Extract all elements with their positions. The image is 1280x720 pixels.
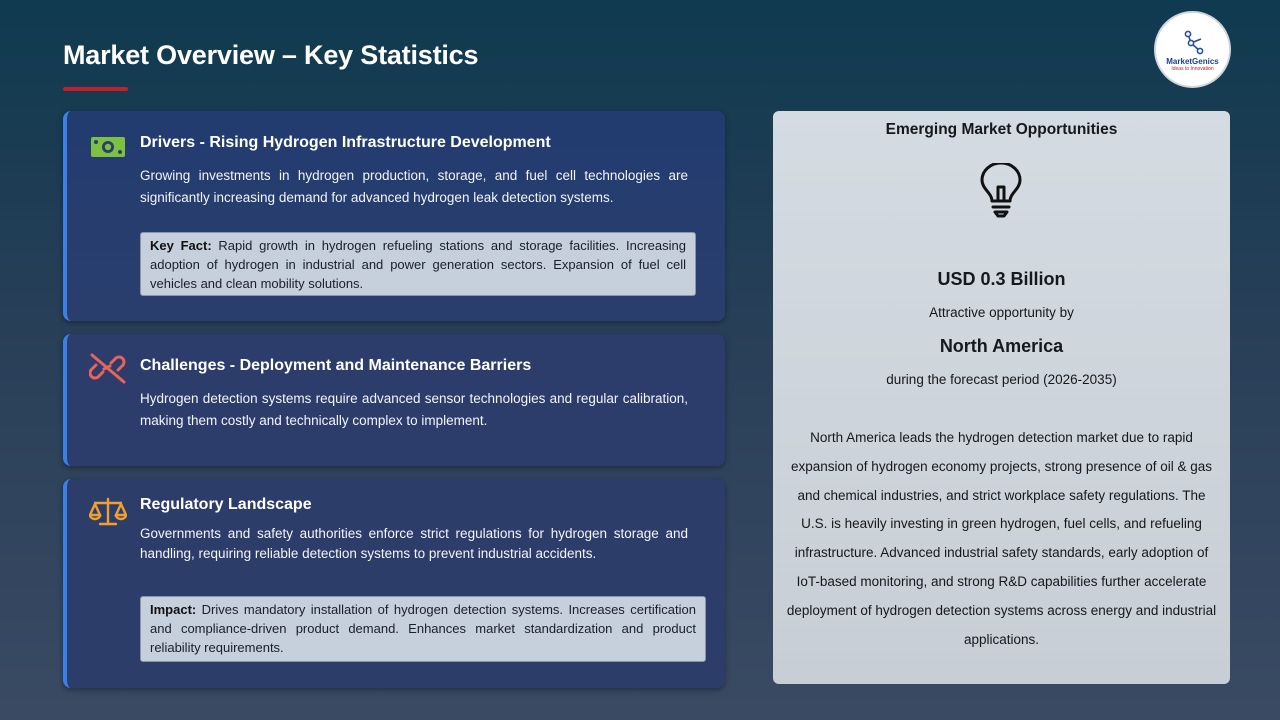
impact-label: Impact:	[150, 602, 197, 617]
key-fact-label: Key Fact:	[150, 238, 212, 253]
logo-name: MarketGenics	[1166, 56, 1219, 66]
page-title: Market Overview – Key Statistics	[63, 40, 479, 70]
logo-tagline: Ideas to Innovation	[1171, 65, 1214, 72]
opportunities-panel	[773, 111, 1230, 684]
challenges-heading: Challenges - Deployment and Maintenance Barriers	[140, 357, 532, 374]
challenges-text: Hydrogen detection systems require advanced sensor technologies and regular calibration, making them costly and technically complex to implement.	[140, 391, 688, 428]
drivers-card	[63, 111, 725, 321]
opportunities-title: Emerging Market Opportunities	[885, 121, 1118, 138]
drivers-heading: Drivers - Rising Hydrogen Infrastructure Development	[140, 134, 551, 151]
money-bill-icon	[89, 131, 127, 163]
impact-box	[140, 596, 706, 662]
key-fact-box	[140, 232, 696, 296]
drivers-text: Growing investments in hydrogen production, storage, and fuel cell technologies are significantly increasing demand for advanced hydrogen leak detection systems.	[140, 168, 688, 205]
regulatory-card	[63, 479, 725, 688]
region-name: North America	[939, 336, 1064, 356]
challenges-card	[63, 334, 725, 466]
opportunity-label: Attractive opportunity by	[929, 305, 1074, 320]
forecast-period: during the forecast period (2026-2035)	[886, 372, 1117, 387]
key-fact-text: Rapid growth in hydrogen refueling stations and storage facilities. Increasing adoption of hydrogen in industrial and power generation sectors. Expansion of fuel cell vehicles and clean mobility solutions.	[150, 238, 686, 291]
network-icon	[1181, 30, 1205, 56]
balance-scale-icon	[89, 496, 127, 528]
region-description: North America leads the hydrogen detection market due to rapid expansion of hydrogen economy projects, strong presence of oil & gas and chemical industries, and strict workplace safety regulations. The U.S. is heavily investing in green hydrogen, fuel cells, and refueling infrastructure. Advanced industrial safety standards, early adoption of IoT-based monitoring, and strong R&D capabilities further accelerate deployment of hydrogen detection systems across energy and industrial applications.	[786, 430, 1217, 647]
title-underline	[63, 87, 128, 91]
market-value: USD 0.3 Billion	[937, 269, 1066, 289]
company-logo	[1154, 11, 1231, 88]
impact-text: Drives mandatory installation of hydrogen detection systems. Increases certification and compliance-driven product demand. Enhances market standardization and product reliability requirements.	[150, 602, 696, 655]
lightbulb-icon	[977, 163, 1025, 219]
regulatory-text: Governments and safety authorities enforce strict regulations for hydrogen storage and handling, requiring reliable detection systems to prevent industrial accidents.	[140, 526, 688, 561]
regulatory-heading: Regulatory Landscape	[140, 496, 312, 513]
broken-link-icon	[89, 352, 127, 384]
